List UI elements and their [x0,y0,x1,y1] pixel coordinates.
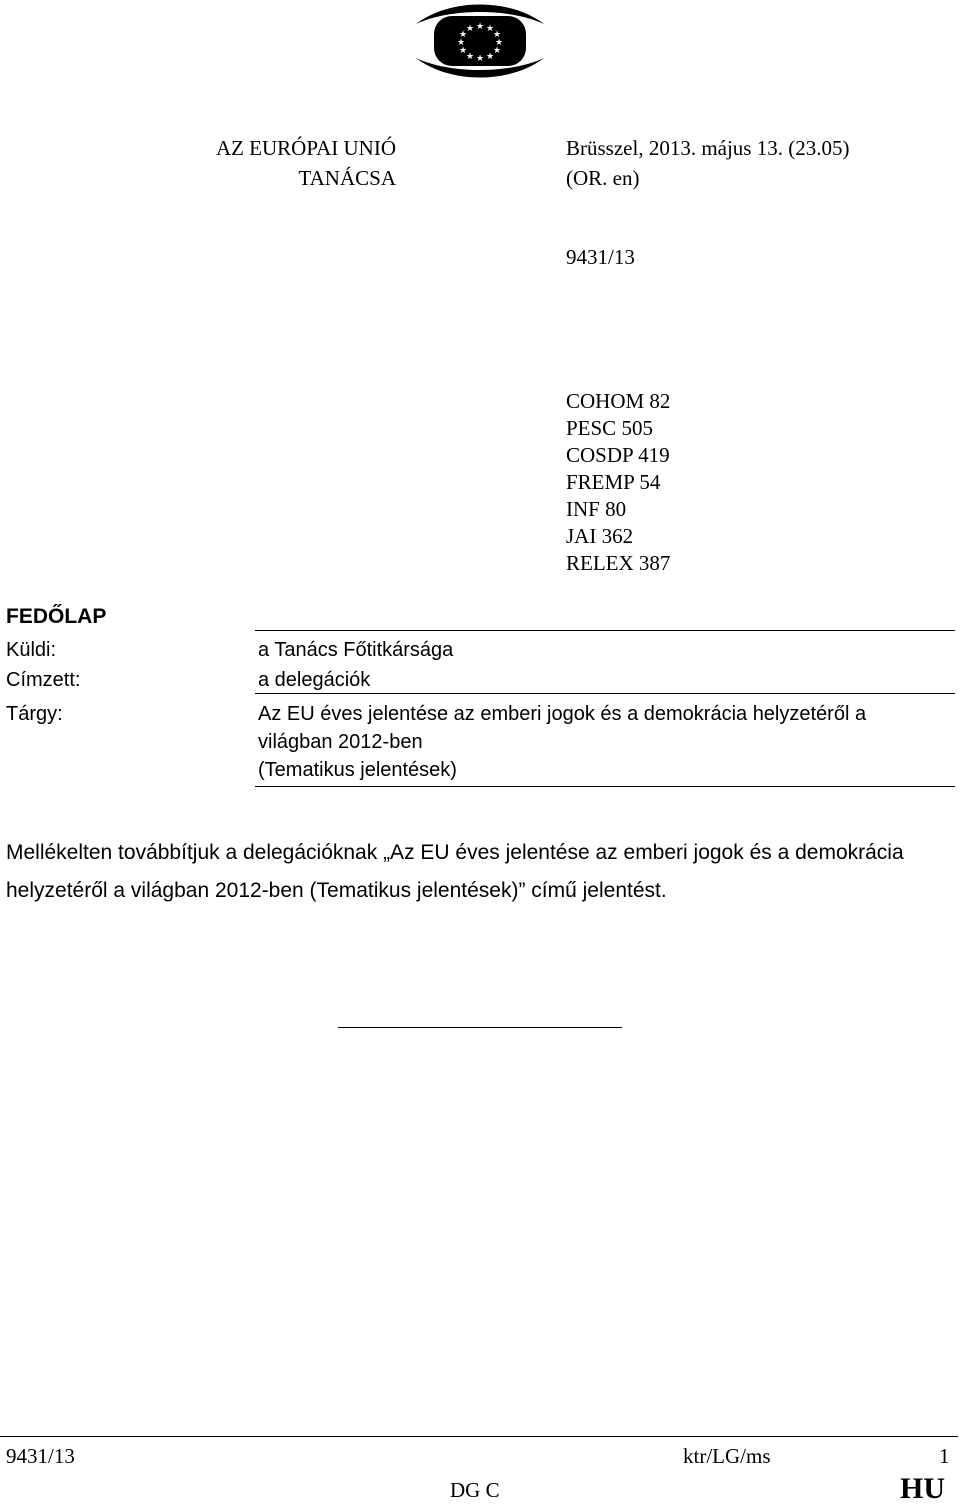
svg-text:★: ★ [492,46,502,56]
svg-text:★: ★ [475,54,485,64]
end-of-text-line [338,1027,622,1028]
from-value: a Tanács Főtitkársága [258,639,454,661]
divider-line [255,693,955,694]
subject-line: (Tematikus jelentések) [258,759,457,781]
code-item: PESC 505 [566,416,653,440]
classification-codes [566,388,670,577]
council-name [150,133,396,193]
code-item: INF 80 [566,497,627,521]
council-logo [410,2,550,80]
from-label: Küldi: [6,639,57,661]
footer-document-number: 9431/13 [6,1444,75,1468]
svg-text:★: ★ [475,22,485,32]
body-paragraph: Mellékelten továbbítjuk a delegációknak „Az EU éves jelentése az emberi jogok és a demokrácia helyzetéről a világban 2012-ben (Tematikus jelentések)” című jelentést. [6,841,904,902]
date-line: Brüsszel, 2013. május 13. (23.05) [566,136,850,160]
subject-value [258,700,948,784]
code-item: COHOM 82 [566,389,671,413]
council-name-line1: AZ EURÓPAI UNIÓ [215,136,396,160]
footer-divider [0,1436,958,1437]
svg-text:★: ★ [494,38,504,48]
subject-label: Tárgy: [6,703,63,725]
cover-note-title: FEDŐLAP [6,605,107,628]
divider-line [255,630,955,631]
language-code: HU [900,1472,945,1505]
original-language: (OR. en) [566,166,640,190]
svg-text:★: ★ [492,30,502,40]
footer-directorate: DG C [450,1478,500,1502]
code-item: COSDP 419 [566,443,670,467]
svg-text:★: ★ [485,52,495,62]
to-value: a delegációk [258,669,371,691]
document-number: 9431/13 [566,245,635,269]
subject-line: világban 2012-ben [258,731,423,753]
to-label: Címzett: [6,669,81,691]
code-item: RELEX 387 [566,551,671,575]
svg-text:★: ★ [485,24,495,34]
date-block [566,133,946,193]
footer-initials: ktr/LG/ms [683,1444,771,1468]
code-item: FREMP 54 [566,470,661,494]
svg-text:★: ★ [465,52,475,62]
svg-text:★: ★ [458,46,468,56]
code-item: JAI 362 [566,524,634,548]
svg-text:★: ★ [456,38,466,48]
subject-line: Az EU éves jelentése az emberi jogok és a demokrácia helyzetéről a [258,703,867,725]
council-name-line2: TANÁCSA [298,166,396,190]
svg-text:★: ★ [458,30,468,40]
divider-line [255,786,955,787]
svg-text:★: ★ [465,24,475,34]
page-number: 1 [939,1444,950,1468]
